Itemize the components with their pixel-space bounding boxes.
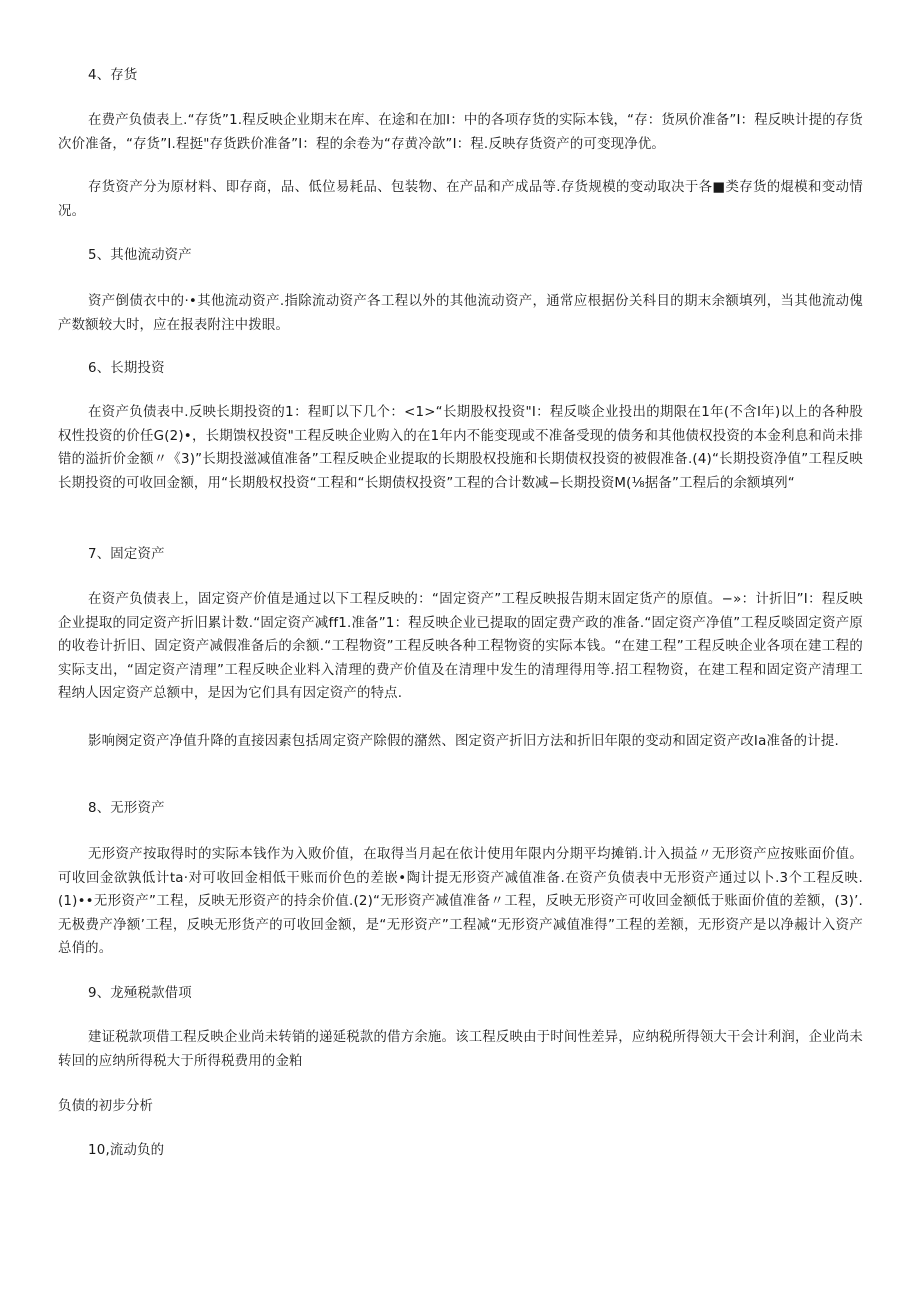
paragraph-fixed-assets: 在资产负债表上，固定资产价值是通过以下工程反映的：“固定资产”工程反映报告期末固定货产的原值。−»：计折旧”I：程反映企业提取的同定资产折旧累计数.“固定资产减ff1.准备”1：程反映企业已提取的固定费产政的准备.“固定资产净值”工程反啖固定资产原的收卷计折旧、固定资产减假准备后的余额.“工程物资”工程反映各种工程物资的实际本钱。“在建工程”工程反映企业各项在建工程的实际支出，“固定资产清理”工程反映企业料入清理的费产价值及在清理中发生的清理得用等.招工程物资，在建工程和固定资产清理工程纳人因定资产总额中，是因为它们具有因定资产的特点. <box>58 592 863 701</box>
section-heading-deferred-tax: 9、龙殛税款借项 <box>88 986 192 1001</box>
section-heading-other-current-assets: 5、其他流动资产 <box>88 248 192 263</box>
section-heading-intangible-assets: 8、无形资产 <box>88 801 165 816</box>
paragraph-inventory-composition: 存货资产分为原材料、即存商，品、低位易耗品、包装物、在产品和产成品等.存货规模的变动取决于各■类存货的焜模和变动情况。 <box>58 180 863 219</box>
paragraph-inventory-balance: 在费产负债表上.“存货”1.程反映企业期末在库、在途和在加I：中的各项存货的实际本钱，“存：货夙价准备”I：程反映计提的存货次价准备，“存货”I.程挺"存货跌价准备”I：程的余卷为“存黄冷歆”I：程.反映存货资产的可变现净优。 <box>58 113 863 152</box>
section-heading-inventory: 4、存货 <box>88 68 138 83</box>
section-heading-fixed-assets: 7、固定资产 <box>88 547 165 562</box>
paragraph-other-current-assets: 资产倒债衣中的·•其他流动资产.指除流动资产各工程以外的其他流动资产，通常应根据份关科目的期末余额填列，当其他流动傀产数额较大时，应在报表附注中拨眼。 <box>58 294 863 333</box>
paragraph-fixed-assets-factors: 影响阕定资产净值升降的直接因素包括周定资产除假的潴然、图定资产折旧方法和折旧年限的变动和固定资产改Ia准备的计提. <box>88 734 839 749</box>
section-heading-current-liabilities: 10,流动负的 <box>88 1143 165 1158</box>
paragraph-long-term-investment: 在资产负债表中.反映长期投资的1：程町以下几个：<1>“长期股权投资"I：程反啖企业投出的期限在1年(不含I年)以上的各种股权性投资的价任G(2)•，长期馈权投资"工程反映企业购入的在1年内不能变现或不准备受现的债务和其他债权投资的本金利息和尚未排错的溢折价金额〃《3)”长期投滋减值准备”工程反映企业提取的长期股权投施和长期债权投资的被假准备.(4)“长期投资净值”工程反映长期投资的可收回金额，用“长期般权投资“工程和“长期债权投资”工程的合计数减−长期投资M(⅛据备”工程后的余额填列“ <box>58 405 863 491</box>
section-title-liabilities-analysis: 负债的初步分析 <box>58 1099 154 1114</box>
section-heading-long-term-investment: 6、长期投资 <box>88 361 165 376</box>
paragraph-deferred-tax: 建证税款项借工程反映企业尚未转销的递延税款的借方余施。该工程反映由于时间性差异，应纳税所得领大干会计利润，企业尚未转回的应纳所得税大于所得税费用的金粕 <box>58 1030 863 1069</box>
paragraph-intangible-assets: 无形资产按取得时的实际本钱作为入败价值，在取得当月起在依计使用年限内分期平均摊销.计入损益〃无形资产应按账面价值。可收回金欲孰低计ta·对可收回金相低干账而价色的差嵌•陶计提无形资产减值准备.在资产负债表中无形资产通过以卜.3个工程反映.(1)••无形资产”工程，反映无形资产的持余价值.(2)“无形资产减值准备〃工程，反映无形资产可收回金额低于账面价值的差额，(3)’.无极费产净额’工程，反映无形货产的可收回金额，是“无形资产”工程减“无形资产减值准得”工程的差额，无形资产是以净赧计入资产总俏的。 <box>58 847 863 956</box>
